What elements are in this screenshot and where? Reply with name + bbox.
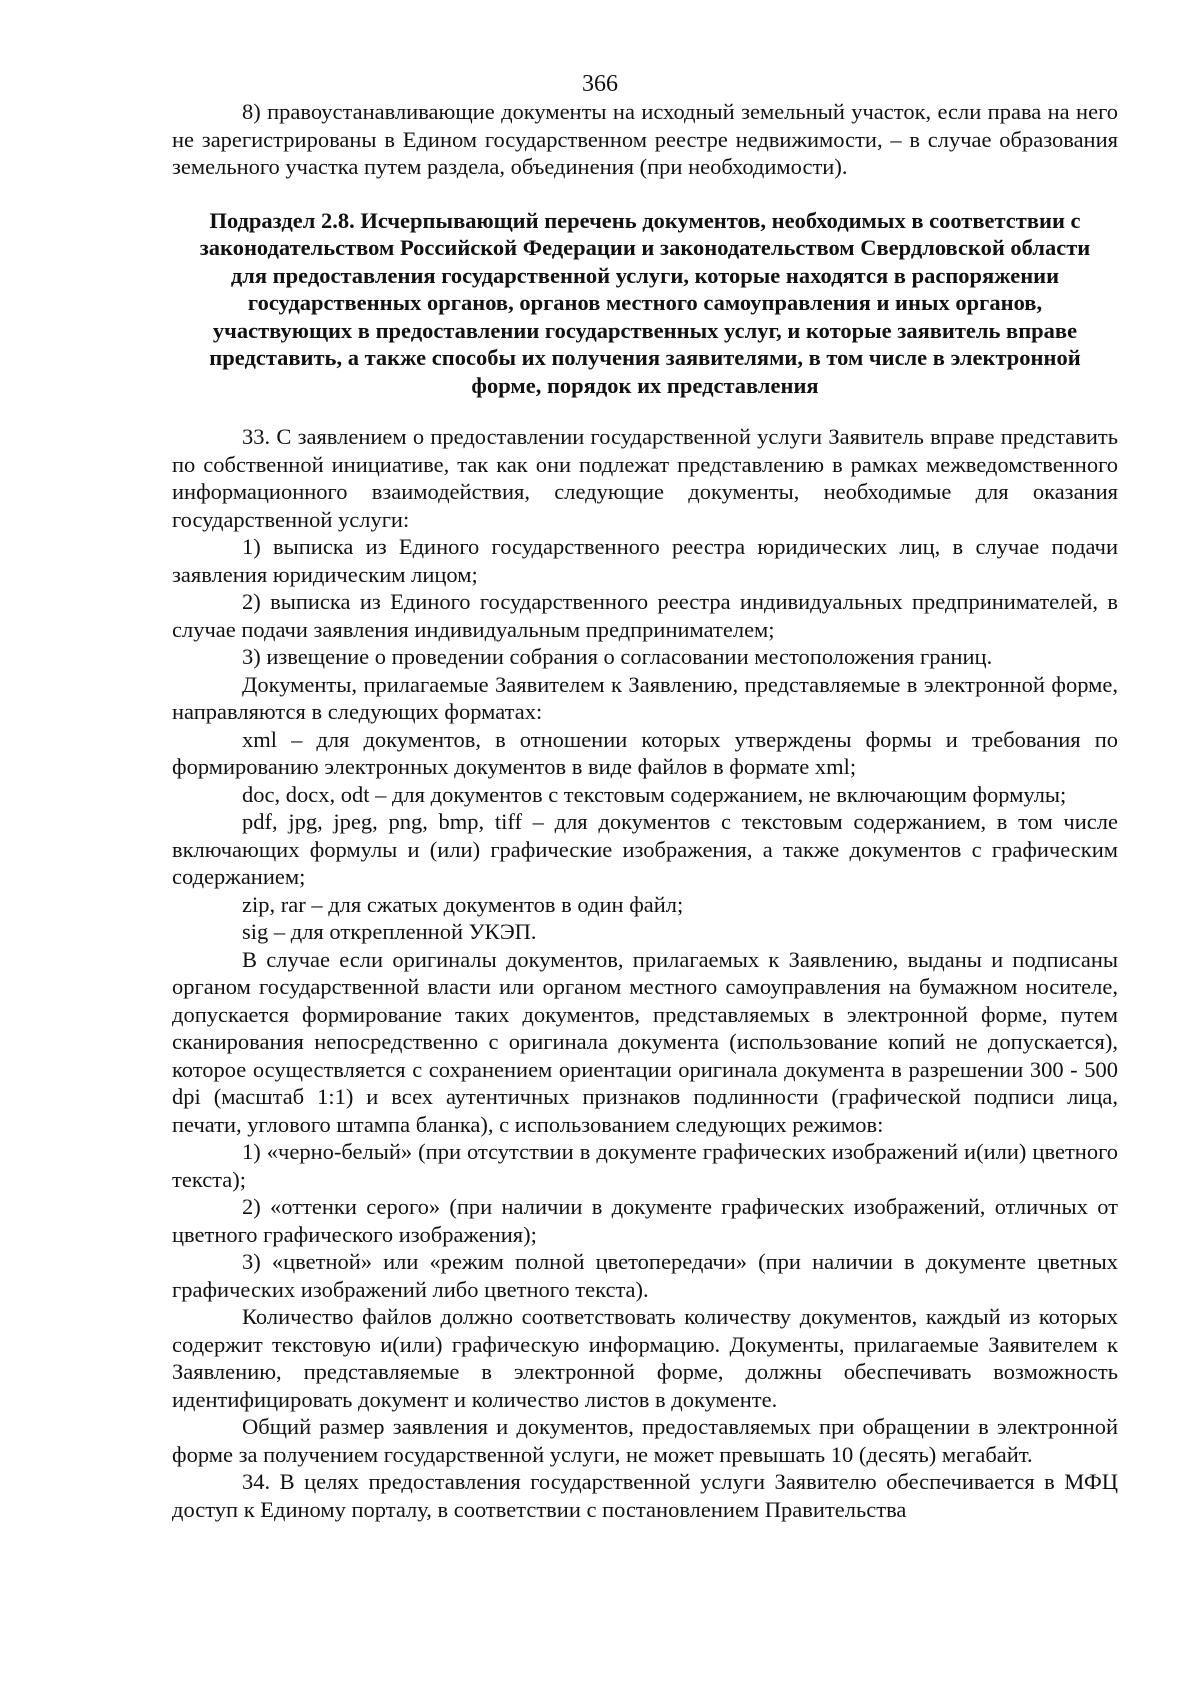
formats-intro: Документы, прилагаемые Заявителем к Заявлению, представляемые в электронной форме, направляются в следующих форматах:: [172, 671, 1118, 724]
paragraph-33: 33. С заявлением о предоставлении государственной услуги Заявитель вправе представить по собственной инициативе, так как они подлежат представлению в рамках межведомственного информационного взаимодействия, следующие документы, необходимые для оказания государственной услуги:: [172, 424, 1118, 532]
mode-color: 3) «цветной» или «режим полной цветопередачи» (при наличии в документе цветных графических изображений либо цветного текста).: [172, 1249, 1118, 1302]
list-item-1: 1) выписка из Единого государственного реестра юридических лиц, в случае подачи заявления юридическим лицом;: [172, 534, 1118, 587]
format-sig: sig – для открепленной УКЭП.: [242, 919, 537, 944]
page-number: 366: [582, 71, 618, 97]
mode-grayscale: 2) «оттенки серого» (при наличии в документе графических изображений, отличных от цветного графического изображения);: [172, 1194, 1118, 1247]
subsection-heading: Подраздел 2.8. Исчерпывающий перечень документов, необходимых в соответствии с законодательством Российской Федерации и законодательством Свердловской области для предоставления государственной услуги, которые находятся в распоряжении государственных органов, органов местного самоуправления и иных органов, участвующих в предоставлении государственных услуг, и которые заявитель вправе представить, а также способы их получения заявителями, в том числе в электронной форме, порядок их представления: [199, 207, 1091, 398]
mode-black-white: 1) «черно-белый» (при отсутствии в документе графических изображений и(или) цветного текста);: [172, 1139, 1118, 1192]
format-xml: xml – для документов, в отношении которых утверждены формы и требования по формированию электронных документов в виде файлов в формате xml;: [172, 726, 1118, 779]
format-doc: doc, docx, odt – для документов с текстовым содержанием, не включающим формулы;: [242, 781, 1067, 807]
size-limit-paragraph: Общий размер заявления и документов, предоставляемых при обращении в электронной форме за получением государственной услуги, не может превышать 10 (десять) мегабайт.: [172, 1414, 1118, 1467]
files-count-paragraph: Количество файлов должно соответствовать количеству документов, каждый из которых содержит текстовую и(или) графическую информацию. Документы, прилагаемые Заявителем к Заявлению, представляемые в электронной форме, должны обеспечивать возможность идентифицировать документ и количество листов в документе.: [172, 1304, 1118, 1412]
scanning-paragraph: В случае если оригиналы документов, прилагаемых к Заявлению, выданы и подписаны органом государственной власти или органом местного самоуправления на бумажном носителе, допускается формирование таких документов, представляемых в электронной форме, путем сканирования непосредственно с оригинала документа (использование копий не допускается), которое осуществляется с сохранением ориентации оригинала документа в разрешении 300 - 500 dpi (масштаб 1:1) и всех аутентичных признаков подлинности (графической подписи лица, печати, углового штампа бланка), с использованием следующих режимов:: [172, 946, 1118, 1137]
format-pdf: pdf, jpg, jpeg, png, bmp, tiff – для документов с текстовым содержанием, в том числе включающих формулы и (или) графические изображения, а также документов с графическим содержанием;: [172, 809, 1118, 889]
document-body: [172, 98, 1118, 1523]
intro-list-item: 8) правоустанавливающие документы на исходный земельный участок, если права на него не зарегистрированы в Едином государственном реестре недвижимости, – в случае образования земельного участка путем раздела, объединения (при необходимости).: [172, 99, 1118, 179]
list-item-2: 2) выписка из Единого государственного реестра индивидуальных предпринимателей, в случае подачи заявления индивидуальным предпринимателем;: [172, 589, 1118, 642]
list-item-3: 3) извещение о проведении собрания о согласовании местоположения границ.: [242, 644, 993, 669]
paragraph-34: 34. В целях предоставления государственной услуги Заявителю обеспечивается в МФЦ доступ к Единому порталу, в соответствии с постановлением Правительства: [172, 1469, 1118, 1522]
format-zip: zip, rar – для сжатых документов в один файл;: [242, 891, 684, 917]
